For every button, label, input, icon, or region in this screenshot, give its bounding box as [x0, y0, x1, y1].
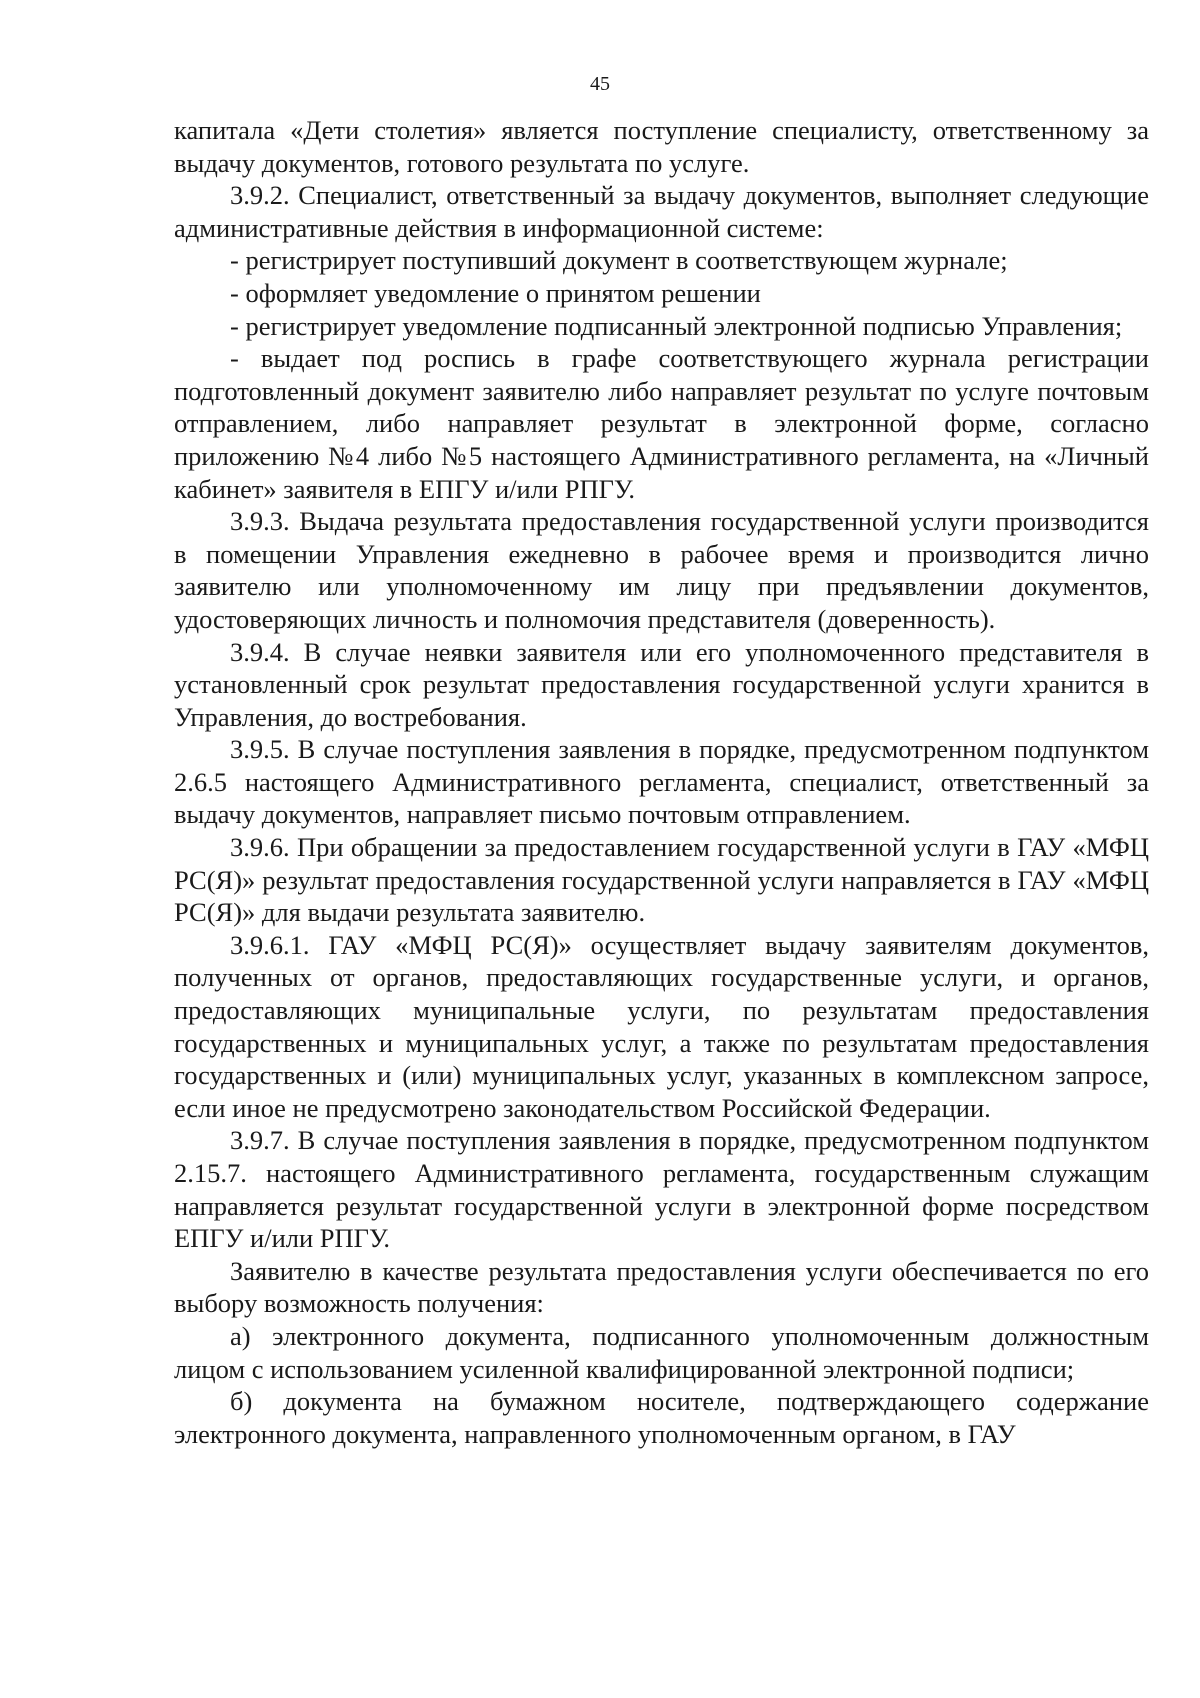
list-item: а) электронного документа, подписанного уполномоченным должностным лицом с использованием усиленной квалифицированной электронной подписи; — [174, 1320, 1149, 1384]
paragraph: 3.9.4. В случае неявки заявителя или его уполномоченного представителя в установленный срок результат предоставления государственной услуги хранится в Управления, до востребования. — [174, 636, 1149, 732]
paragraph: 3.9.6.1. ГАУ «МФЦ РС(Я)» осуществляет выдачу заявителям документов, полученных от органов, предоставляющих государственные услуги, и органов, предоставляющих муниципальные услуги, по результатам предоставления государственных и муниципальных услуг, а также по результатам предоставления государственных и (или) муниципальных услуг, указанных в комплексном запросе, если иное не предусмотрено законодательством Российской Федерации. — [174, 929, 1149, 1123]
paragraph: 3.9.2. Специалист, ответственный за выдачу документов, выполняет следующие административные действия в информационной системе: — [174, 180, 1149, 243]
page-number: 45 — [590, 73, 610, 95]
paragraph: Заявителю в качестве результата предоставления услуги обеспечивается по его выбору возможность получения: — [174, 1255, 1149, 1319]
list-item: - выдает под роспись в графе соответствующего журнала регистрации подготовленный документ заявителю либо направляет результат по услуге почтовым отправлением, либо направляет результат в электронной форме, согласно приложению №4 либо №5 настоящего Административного регламента, на «Личный кабинет» заявителя в ЕПГУ и/или РПГУ. — [174, 343, 1149, 504]
document-body — [174, 114, 1149, 1450]
paragraph: капитала «Дети столетия» является поступление специалисту, ответственному за выдачу документов, готового результата по услуге. — [174, 115, 1149, 178]
list-item: - оформляет уведомление о принятом решении — [230, 277, 761, 308]
paragraph: 3.9.3. Выдача результата предоставления государственной услуги производится в помещении Управления ежедневно в рабочее время и производится лично заявителю или уполномоченному им лицу при предъявлении документов, удостоверяющих личность и полномочия представителя (доверенность). — [174, 506, 1149, 634]
paragraph: 3.9.7. В случае поступления заявления в порядке, предусмотренном подпунктом 2.15.7. настоящего Административного регламента, государственным служащим направляется результат государственной услуги в электронной форме посредством ЕПГУ и/или РПГУ. — [174, 1125, 1149, 1254]
list-item: б) документа на бумажном носителе, подтверждающего содержание электронного документа, направленного уполномоченным органом, в ГАУ — [174, 1386, 1149, 1449]
list-item: - регистрирует уведомление подписанный электронной подписью Управления; — [230, 310, 1123, 341]
list-item: - регистрирует поступивший документ в соответствующем журнале; — [230, 245, 1008, 276]
paragraph: 3.9.5. В случае поступления заявления в порядке, предусмотренном подпунктом 2.6.5 настоящего Административного регламента, специалист, ответственный за выдачу документов, направляет письмо почтовым отправлением. — [174, 734, 1149, 830]
paragraph: 3.9.6. При обращении за предоставлением государственной услуги в ГАУ «МФЦ РС(Я)» результат предоставления государственной услуги направляется в ГАУ «МФЦ РС(Я)» для выдачи результата заявителю. — [174, 832, 1149, 928]
